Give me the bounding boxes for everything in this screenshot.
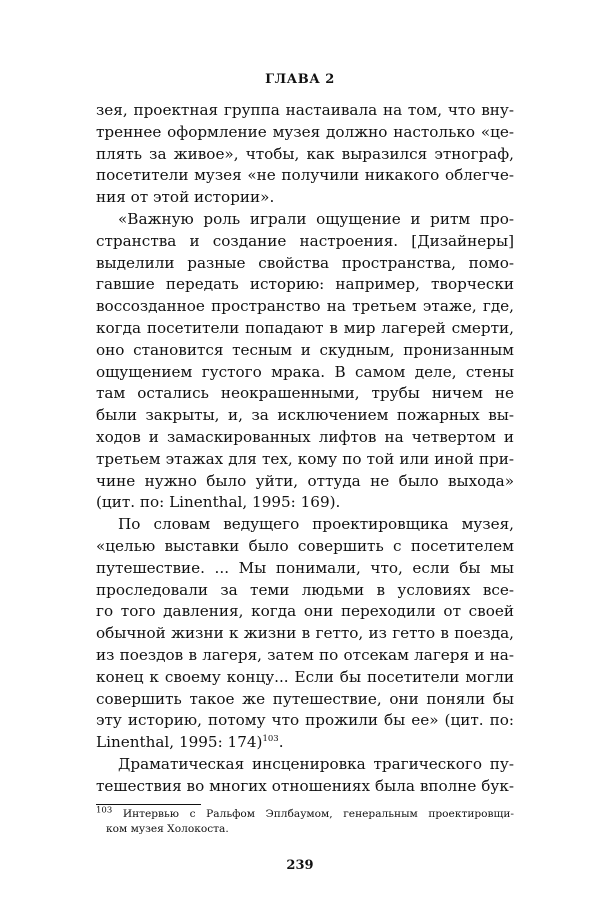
text-line: воссозданное пространство на третьем этаже, где, [96,297,514,316]
page-number: 239 [286,858,314,873]
paragraph-start: «Важную роль играли ощущение и ритм про- [118,209,514,228]
footnote-reference: 103 [262,734,279,745]
footnote [96,807,514,836]
text-line: обычной жизни к жизни в гетто, из гетто в поезда, [96,624,514,643]
text-line: конец к своему концу... Если бы посетители могли [96,667,514,686]
text-line: из поездов в лагеря, затем по отсекам лагеря и на- [96,645,514,664]
text-line: (цит. по: Linenthal, 1995: 169). [96,493,341,512]
paragraph-start: Драматическая инсценировка трагического пу- [118,754,514,773]
text-line: зея, проектная группа настаивала на том, что вну- [96,101,514,119]
footnote-line: ком музея Холокоста. [106,822,229,835]
text-line: оно становится тесным и скудным, пронизанным [96,340,514,359]
text-line: треннее оформление музея должно настолько «це- [96,122,514,141]
text-line: посетители музея «не получили никакого облегче- [96,166,514,185]
text-line: путешествие. ... Мы понимали, что, если бы мы [96,558,514,577]
text-line: чине нужно было уйти, оттуда не было выхода» [96,471,514,490]
text-line: проследовали за теми людьми в условиях все- [96,580,514,599]
text-line: совершить такое же путешествие, они поняли бы [96,689,514,708]
text-line: ния от этой истории». [96,188,275,207]
text-line: ощущением густого мрака. В самом деле, стены [96,362,514,381]
running-header: ГЛАВА 2 [265,72,335,87]
text-line: выделили разные свойства пространства, помо- [96,253,514,272]
paragraph-start: По словам ведущего проектировщика музея, [118,515,514,534]
text-line: ходов и замаскированных лифтов на четвертом и [96,427,514,446]
text-line: когда посетители попадают в мир лагерей смерти, [96,318,514,337]
body-text [96,100,514,798]
text-line: плять за живое», чтобы, как выразился этнограф, [96,144,514,163]
text-line: «целью выставки было совершить с посетителем [96,536,514,555]
text-line: эту историю, потому что прожили бы ее» (цит. по: [96,711,514,730]
text-line: там остались неокрашенными, трубы ничем не [96,384,514,403]
text-line: были закрыты, и, за исключением пожарных вы- [96,406,514,425]
footnote-line [96,807,514,822]
footnote-number: 103 [96,805,113,816]
text-line-with-footnote-ref [96,732,514,754]
text-line: гавшие передать историю: например, творчески [96,275,514,294]
text-line: третьем этажах для тех, кому по той или иной при- [96,449,514,468]
footnote-text: Интервью с Ральфом Эплбаумом, генеральным проектировщи- [122,808,514,820]
text-line: странства и создание настроения. [Дизайнеры] [96,231,514,250]
trailing-period: . [278,733,284,752]
text-line: тешествия во многих отношениях была вполне бук- [96,776,514,795]
text-segment: Linenthal, 1995: 174) [96,733,263,752]
text-line: го того давления, когда они переходили от своей [96,602,514,621]
